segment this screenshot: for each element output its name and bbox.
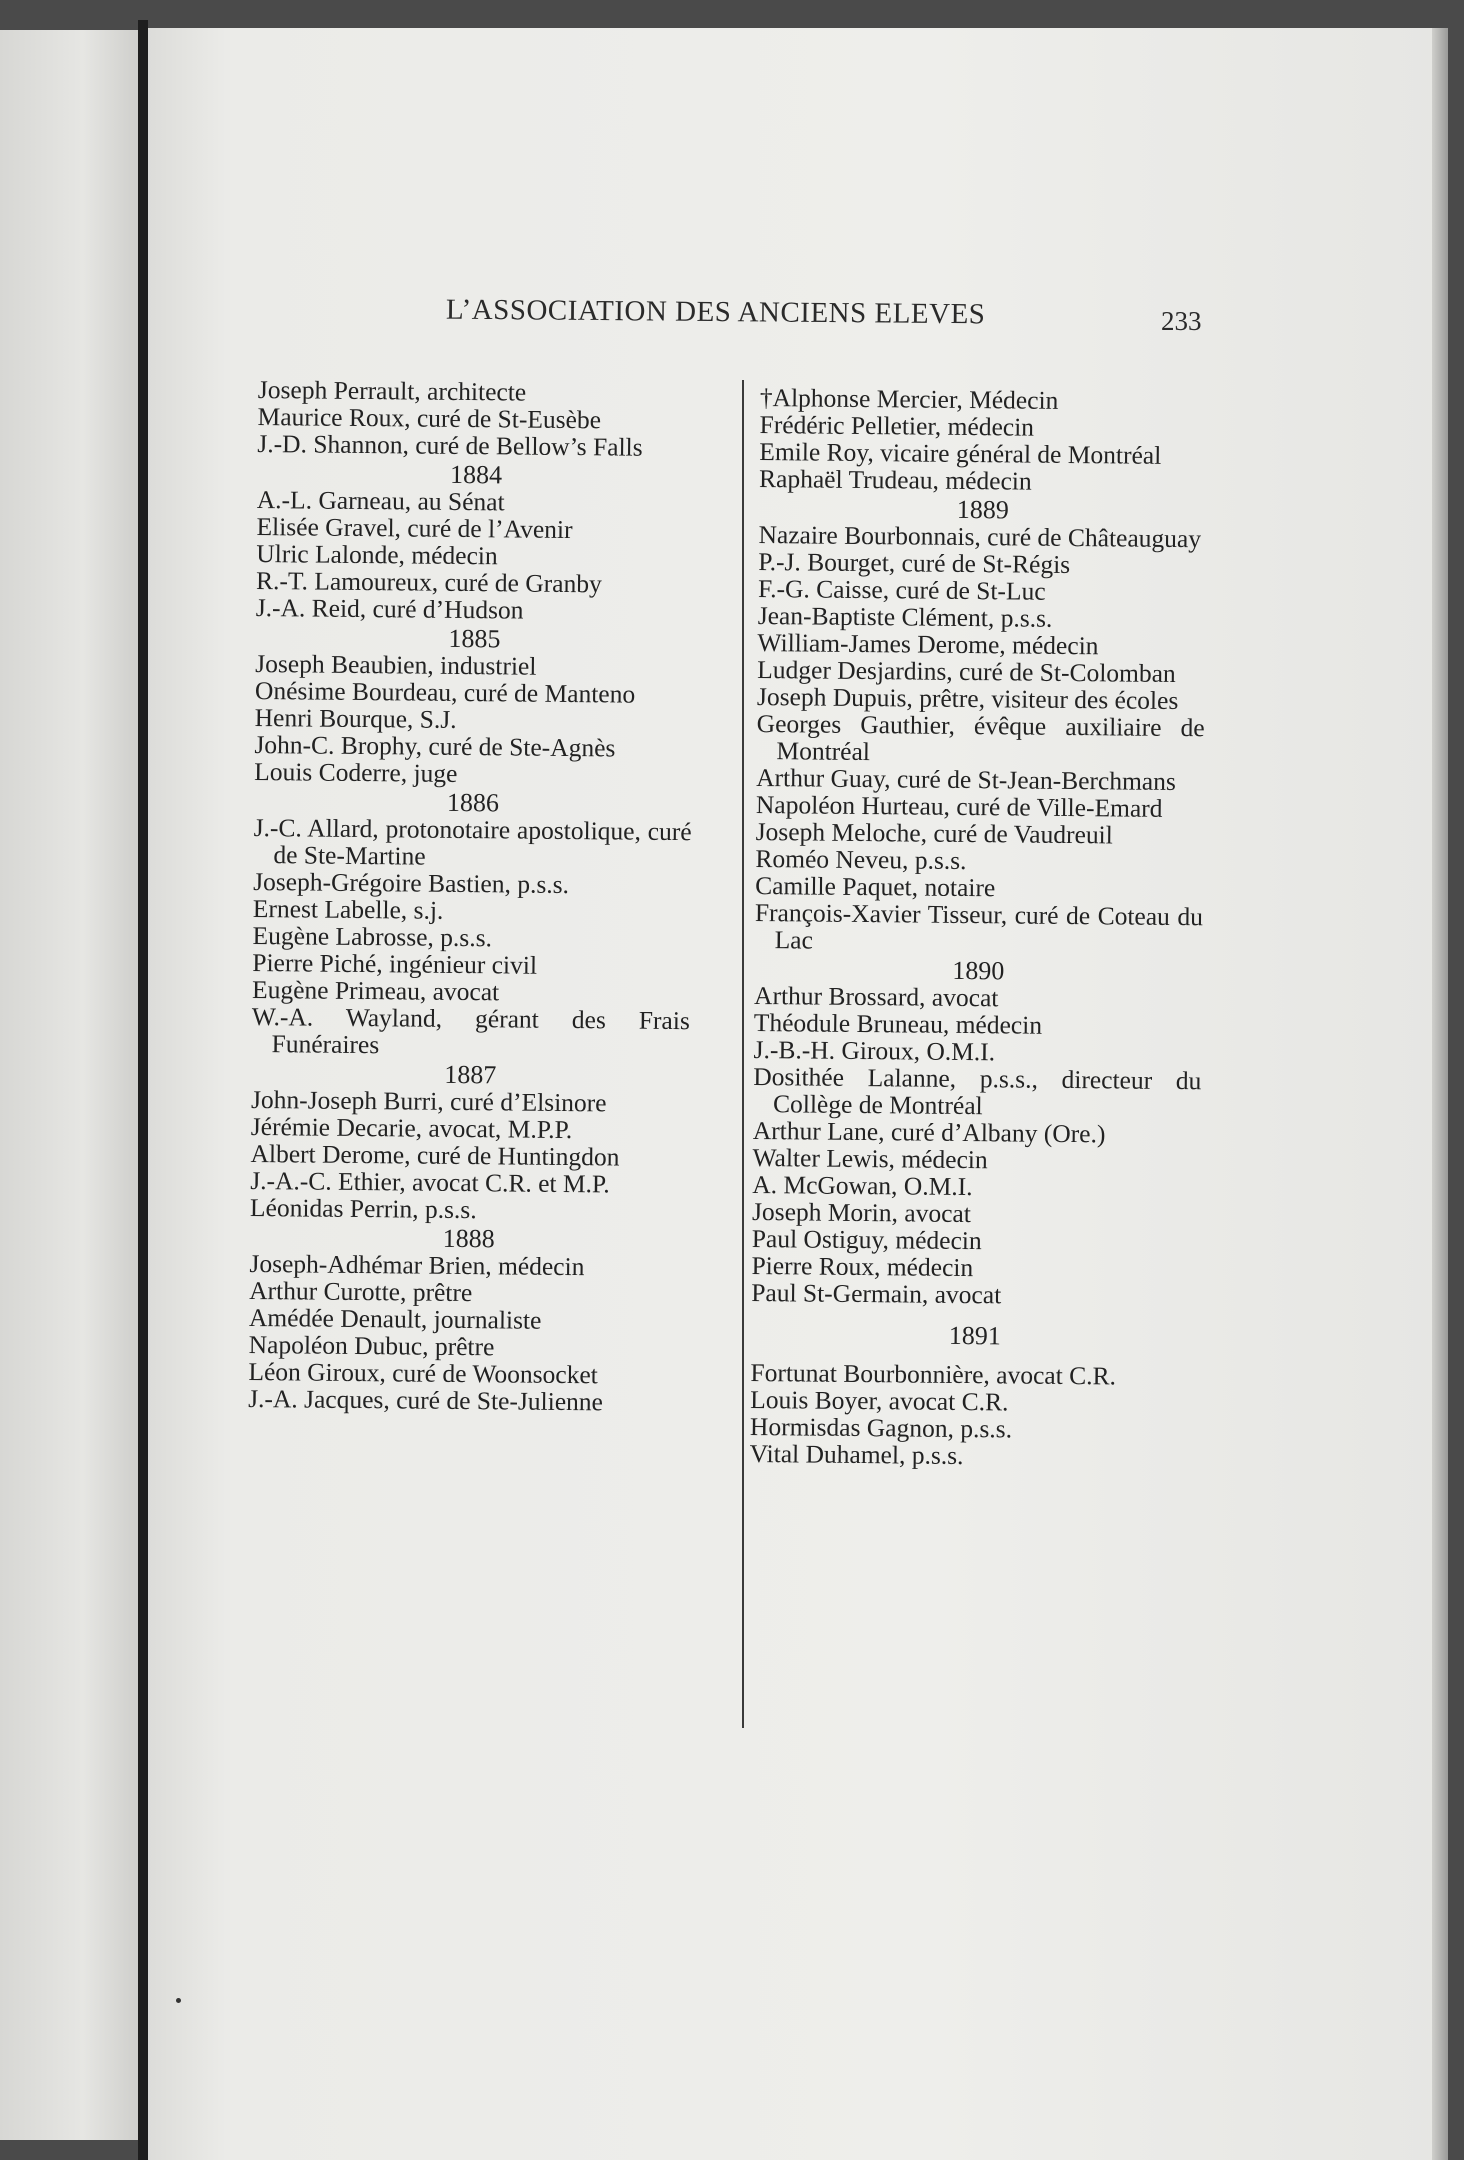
alumni-entry: A.-L. Garneau, au Sénat bbox=[256, 484, 505, 517]
running-head bbox=[296, 292, 1202, 342]
year-heading: 1885 bbox=[448, 623, 501, 654]
alumni-entry: F.-G. Caisse, curé de St-Luc bbox=[757, 573, 1046, 606]
alumni-entry: Eugène Primeau, avocat bbox=[251, 974, 500, 1007]
alumni-entry: Vital Duhamel, p.s.s. bbox=[749, 1438, 964, 1471]
alumni-entry: J.-C. Allard, protonotaire apostolique, curé de Ste-Martine bbox=[253, 812, 692, 871]
year-heading: 1887 bbox=[444, 1059, 497, 1090]
year-heading: 1890 bbox=[952, 955, 1005, 986]
alumni-entry: Albert Derome, curé de Huntingdon bbox=[250, 1138, 620, 1172]
facing-page-edge bbox=[0, 30, 138, 2140]
alumni-entry: Joseph-Grégoire Bastien, p.s.s. bbox=[253, 866, 570, 900]
alumni-entry: J.-D. Shannon, curé de Bellow’s Falls bbox=[257, 428, 643, 462]
alumni-entry: J.-B.-H. Giroux, O.M.I. bbox=[753, 1034, 996, 1067]
alumni-entry: Roméo Neveu, p.s.s. bbox=[755, 843, 967, 876]
alumni-entry: Ernest Labelle, s.j. bbox=[252, 893, 444, 925]
alumni-entry: Frédéric Pelletier, médecin bbox=[759, 409, 1035, 442]
alumni-entry: R.-T. Lamoureux, curé de Granby bbox=[255, 565, 602, 599]
alumni-entry: John-Joseph Burri, curé d’Elsinore bbox=[250, 1084, 607, 1118]
alumni-entry: Arthur Lane, curé d’Albany (Ore.) bbox=[752, 1115, 1106, 1149]
alumni-entry: William-James Derome, médecin bbox=[757, 627, 1099, 661]
alumni-entry: Pierre Piché, ingénieur civil bbox=[252, 947, 538, 980]
alumni-entry: Joseph Beaubien, industriel bbox=[255, 648, 537, 681]
alumni-entry: J.-A. Jacques, curé de Ste-Julienne bbox=[248, 1383, 604, 1417]
alumni-entry: Ulric Lalonde, médecin bbox=[256, 538, 498, 571]
alumni-entry: Arthur Guay, curé de St-Jean-Berchmans bbox=[756, 762, 1176, 797]
alumni-entry: Théodule Bruneau, médecin bbox=[753, 1007, 1043, 1040]
alumni-entry: Emile Roy, vicaire général de Montréal bbox=[759, 436, 1162, 470]
alumni-entry: A. McGowan, O.M.I. bbox=[752, 1169, 973, 1202]
alumni-entry: Onésime Bourdeau, curé de Manteno bbox=[254, 675, 636, 709]
alumni-entry: Joseph Morin, avocat bbox=[751, 1196, 972, 1229]
alumni-entry: Joseph-Adhémar Brien, médecin bbox=[249, 1248, 585, 1282]
column-divider bbox=[742, 380, 744, 1728]
alumni-entry: Léon Giroux, curé de Woonsocket bbox=[248, 1356, 598, 1390]
alumni-entry: Ludger Desjardins, curé de St-Colomban bbox=[757, 654, 1176, 689]
alumni-entry: Arthur Brossard, avocat bbox=[753, 980, 999, 1013]
alumni-entry: W.-A. Wayland, gérant des Frais Funéraires bbox=[251, 1001, 690, 1060]
right-column bbox=[750, 384, 1208, 1471]
book-spine bbox=[138, 20, 148, 2160]
alumni-entry: Georges Gauthier, évêque auxiliaire de Montréal bbox=[756, 708, 1205, 767]
alumni-entry: Henri Bourque, S.J. bbox=[254, 702, 457, 734]
alumni-entry: François-Xavier Tisseur, curé de Coteau du Lac bbox=[754, 897, 1204, 955]
alumni-entry: J.-A.-C. Ethier, avocat C.R. et M.P. bbox=[250, 1165, 610, 1199]
alumni-entry: Hormisdas Gagnon, p.s.s. bbox=[749, 1411, 1013, 1444]
year-heading: 1888 bbox=[442, 1223, 495, 1254]
alumni-entry: Paul Ostiguy, médecin bbox=[751, 1223, 982, 1256]
alumni-entry: Camille Paquet, notaire bbox=[755, 870, 996, 903]
alumni-entry: †Alphonse Mercier, Médecin bbox=[759, 383, 1059, 415]
alumni-entry: J.-A. Reid, curé d’Hudson bbox=[255, 592, 524, 625]
alumni-entry: Pierre Roux, médecin bbox=[751, 1250, 974, 1283]
alumni-entry: Elisée Gravel, curé de l’Avenir bbox=[256, 511, 573, 545]
alumni-entry: Joseph Dupuis, prêtre, visiteur des écoles bbox=[756, 681, 1179, 716]
alumni-entry: Louis Boyer, avocat C.R. bbox=[750, 1384, 1009, 1417]
alumni-entry: Louis Coderre, juge bbox=[254, 756, 458, 788]
alumni-entry: Jérémie Decarie, avocat, M.P.P. bbox=[250, 1111, 573, 1145]
alumni-entry: Amédée Denault, journaliste bbox=[248, 1302, 542, 1335]
year-heading: 1886 bbox=[446, 787, 500, 818]
print-speck bbox=[176, 1998, 181, 2003]
alumni-entry: Nazaire Bourbonnais, curé de Châteauguay bbox=[758, 519, 1202, 554]
alumni-entry: Arthur Curotte, prêtre bbox=[249, 1275, 473, 1308]
alumni-entry: Jean-Baptiste Clément, p.s.s. bbox=[757, 600, 1053, 633]
alumni-entry: Walter Lewis, médecin bbox=[752, 1142, 988, 1175]
alumni-entry: Maurice Roux, curé de St-Eusèbe bbox=[257, 401, 602, 435]
alumni-entry: Joseph Perrault, architecte bbox=[257, 375, 527, 407]
alumni-entry: John-C. Brophy, curé de Ste-Agnès bbox=[254, 729, 616, 763]
page-edge-shadow bbox=[1432, 28, 1448, 2160]
page-header-title: L’ASSOCIATION DES ANCIENS ELEVES bbox=[445, 293, 986, 331]
alumni-entry: Dosithée Lalanne, p.s.s., directeur du Collège de Montréal bbox=[753, 1061, 1202, 1121]
year-heading: 1884 bbox=[449, 459, 503, 490]
alumni-entry: Fortunat Bourbonnière, avocat C.R. bbox=[750, 1357, 1117, 1391]
alumni-entry: Léonidas Perrin, p.s.s. bbox=[249, 1192, 477, 1225]
alumni-entry: Raphaël Trudeau, médecin bbox=[758, 463, 1032, 496]
alumni-entry: Eugène Labrosse, p.s.s. bbox=[252, 920, 493, 953]
left-column bbox=[248, 376, 696, 1416]
year-heading: 1889 bbox=[956, 494, 1009, 525]
year-heading: 1891 bbox=[948, 1320, 1002, 1351]
alumni-entry: P.-J. Bourget, curé de St-Régis bbox=[758, 546, 1071, 579]
alumni-entry: Napoléon Dubuc, prêtre bbox=[248, 1329, 495, 1362]
alumni-entry: Paul St-Germain, avocat bbox=[751, 1277, 1002, 1310]
alumni-entry: Joseph Meloche, curé de Vaudreuil bbox=[755, 816, 1113, 850]
alumni-entry: Napoléon Hurteau, curé de Ville-Emard bbox=[755, 789, 1163, 823]
page-number: 233 bbox=[1161, 306, 1202, 336]
